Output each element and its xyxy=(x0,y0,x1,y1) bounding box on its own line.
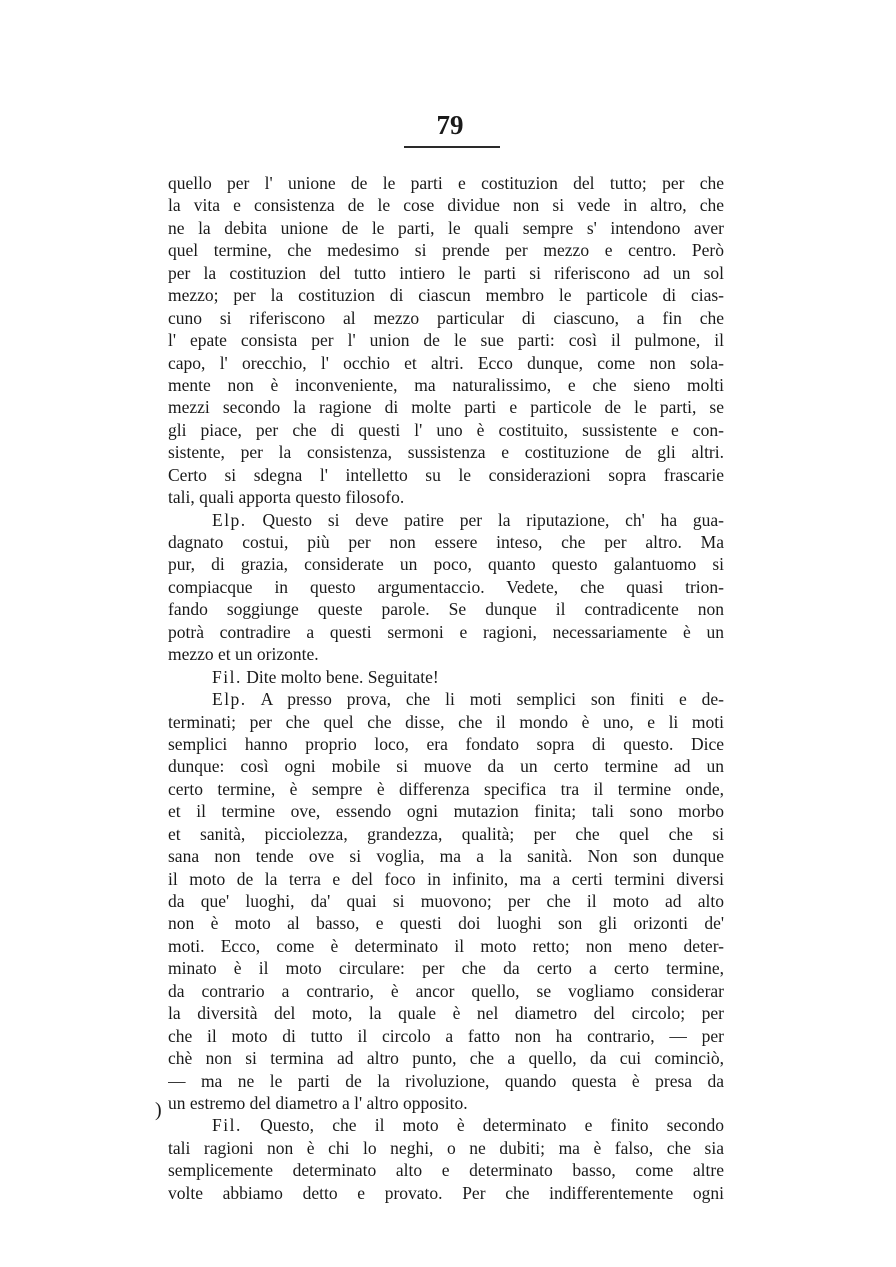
line-text: potrà contradire a questi sermoni e ragioni, necessariamente è un xyxy=(168,621,724,642)
line-text: cuno si riferiscono al mezzo particular di ciascuno, a fin che xyxy=(168,307,724,328)
text-line xyxy=(168,284,724,306)
line-text: certo termine, è sempre è differenza specifica tra il termine onde, xyxy=(168,778,724,799)
line-text: capo, l' orecchio, l' occhio et altri. Ecco dunque, come non sola- xyxy=(168,352,724,373)
line-text: minato è il moto circulare: per che da certo a certo termine, xyxy=(168,958,724,979)
text-line xyxy=(168,352,724,374)
line-text: mezzi secondo la ragione di molte parti e particole de le parti, se xyxy=(168,397,724,418)
text-line xyxy=(168,935,724,957)
text-line xyxy=(168,396,724,418)
text-line xyxy=(168,509,724,531)
text-line xyxy=(168,553,724,575)
line-text: mente non è inconveniente, ma naturalissimo, e che sieno molti xyxy=(168,374,724,395)
line-text: dagnato costui, più per non essere inteso, che per altro. Ma xyxy=(168,532,724,552)
text-line xyxy=(168,823,724,845)
text-line xyxy=(168,1092,724,1114)
line-text: che il moto di tutto il circolo a fatto non ha contrario, — per xyxy=(168,1025,724,1046)
line-text: da contrario a contrario, è ancor quello, se vogliamo considerar xyxy=(168,980,724,1001)
line-text: pur, di grazia, considerate un poco, quanto questo galantuomo si xyxy=(168,554,724,575)
line-text: sistente, per la consistenza, sussistenza e costituzione de gli altri. xyxy=(168,442,724,463)
line-text: Questo, che il moto è determinato e finito secondo xyxy=(260,1115,724,1136)
line-text: tali ragioni non è chi lo neghi, o ne dubiti; ma è falso, che sia xyxy=(168,1137,724,1158)
speaker-label: Fil. xyxy=(212,666,242,687)
text-line xyxy=(168,733,724,755)
text-line xyxy=(168,957,724,979)
text-line xyxy=(168,1137,724,1159)
line-text: dunque: così ogni mobile si muove da un certo termine ad un xyxy=(168,756,724,777)
line-text: mezzo; per la costituzion di ciascun membro le particole di cias- xyxy=(168,285,724,306)
line-text: la diversità del moto, la quale è nel diametro del circolo; per xyxy=(168,1003,724,1024)
text-block xyxy=(168,172,724,1204)
line-text: da que' luoghi, da' quai si muovono; per che il moto ad alto xyxy=(168,891,724,911)
text-line xyxy=(168,1159,724,1181)
line-text: quel termine, che medesimo si prende per mezzo e centro. Però xyxy=(168,240,724,261)
text-line xyxy=(168,800,724,822)
header-rule xyxy=(404,146,500,148)
text-line xyxy=(168,980,724,1002)
speaker-label: Fil. xyxy=(212,1115,242,1136)
line-text: semplicemente determinato alto e determinato basso, come altre xyxy=(168,1160,724,1181)
text-line xyxy=(168,1047,724,1069)
text-line xyxy=(168,1025,724,1047)
text-line xyxy=(168,464,724,486)
speaker-label: Elp. xyxy=(212,509,247,530)
line-text: et sanità, picciolezza, grandezza, qualità; per che quel che si xyxy=(168,823,724,844)
line-text: non è moto al basso, e questi doi luoghi son gli orizonti de' xyxy=(168,913,724,934)
line-text: moti. Ecco, come è determinato il moto retto; non meno deter- xyxy=(168,935,724,956)
text-line xyxy=(168,643,724,665)
line-text: A presso prova, che li moti semplici son finiti e de- xyxy=(260,689,724,710)
line-text: un estremo del diametro a l' altro opposito. xyxy=(168,1092,468,1113)
text-line xyxy=(168,778,724,800)
page-number: 79 xyxy=(436,110,464,140)
line-text: volte abbiamo detto e provato. Per che indifferentemente ogni xyxy=(168,1182,724,1203)
margin-mark: ) xyxy=(155,1099,162,1121)
line-text: Questo si deve patire per la riputazione, ch' ha gua- xyxy=(262,509,724,530)
text-line xyxy=(168,576,724,598)
line-text: il moto de la terra e del foco in infinito, ma a certi termini diversi xyxy=(168,868,724,889)
text-line xyxy=(168,912,724,934)
text-line xyxy=(168,890,724,912)
line-text: per la costituzion del tutto intiero le parti si riferiscono ad un sol xyxy=(168,262,724,283)
text-line xyxy=(168,711,724,733)
text-line xyxy=(168,598,724,620)
line-text: Dite molto bene. Seguitate! xyxy=(246,666,439,687)
text-line xyxy=(168,1002,724,1024)
text-line xyxy=(168,868,724,890)
text-line xyxy=(168,621,724,643)
line-text: terminati; per che quel che disse, che il mondo è uno, e li moti xyxy=(168,711,724,732)
text-line xyxy=(168,1070,724,1092)
line-text: quello per l' unione de le parti e costituzion del tutto; per che xyxy=(168,173,724,193)
text-line xyxy=(168,845,724,867)
line-text: sana non tende ove si voglia, ma a la sanità. Non son dunque xyxy=(168,846,724,867)
text-line xyxy=(168,329,724,351)
line-text: fando soggiunge queste parole. Se dunque il contradicente non xyxy=(168,599,724,620)
line-text: semplici hanno proprio loco, era fondato sopra di questo. Dice xyxy=(168,733,724,754)
line-text: gli piace, per che di questi l' uno è costituito, sussistente e con- xyxy=(168,419,724,440)
text-line xyxy=(168,666,724,688)
text-line xyxy=(168,262,724,284)
line-text: l' epate consista per l' union de le sue parti: così il pulmone, il xyxy=(168,330,724,351)
text-line xyxy=(168,1114,724,1136)
line-text: chè non si termina ad altro punto, che a quello, da cui cominciò, xyxy=(168,1048,724,1069)
text-line xyxy=(168,1182,724,1204)
text-line xyxy=(168,688,724,710)
text-line xyxy=(168,441,724,463)
text-line xyxy=(168,374,724,396)
text-line xyxy=(168,239,724,261)
text-line xyxy=(168,755,724,777)
line-text: la vita e consistenza de le cose dividue non si vede in altro, che xyxy=(168,195,724,216)
text-line xyxy=(168,172,724,194)
speaker-label: Elp. xyxy=(212,689,247,710)
line-text: mezzo et un orizonte. xyxy=(168,644,319,665)
text-line xyxy=(168,307,724,329)
line-text: Certo si sdegna l' intelletto su le considerazioni sopra frascarie xyxy=(168,464,724,485)
line-text: tali, quali apporta questo filosofo. xyxy=(168,487,405,508)
line-text: ne la debita unione de le parti, le quali sempre s' intendono aver xyxy=(168,217,724,238)
line-text: — ma ne le parti de la rivoluzione, quando questa è presa da xyxy=(168,1070,724,1091)
line-text: compiacque in questo argumentaccio. Vedete, che quasi trion- xyxy=(168,576,724,597)
line-text: et il termine ove, essendo ogni mutazion finita; tali sono morbo xyxy=(168,801,724,822)
text-line xyxy=(168,531,724,553)
text-line xyxy=(168,194,724,216)
text-line xyxy=(168,486,724,508)
text-line xyxy=(168,419,724,441)
text-line xyxy=(168,217,724,239)
